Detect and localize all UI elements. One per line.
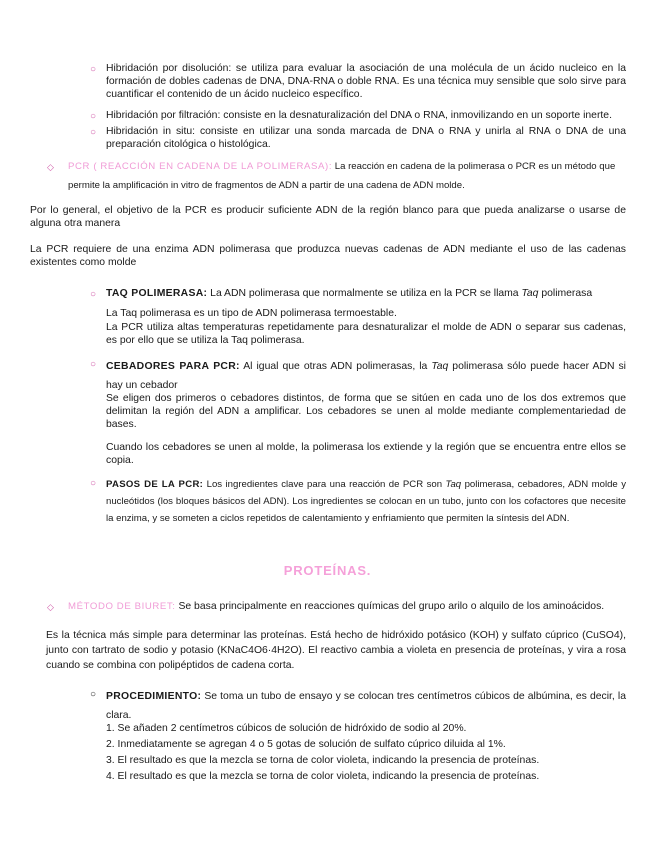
bullet-circle-icon: ○: [90, 111, 97, 122]
pasos-text-end: polimerasa, cebadores, ADN molde y nucleótidos (los bloques básicos del ADN). Los ingredientes se colocan en un tubo, junto con los cofactores que necesite la enzima, y se someten a ciclos repetidos de calentamiento y enfriamiento que permiten la síntesis del ADN.: [106, 479, 626, 524]
item-head: Hibridación por filtración:: [106, 110, 221, 121]
taq-heading: TAQ POLIMERASA:: [106, 288, 208, 299]
procedure-step: 1. Se añaden 2 centímetros cúbicos de solución de hidróxido de sodio al 20%.: [106, 723, 467, 734]
bullet-circle-icon: ○: [90, 478, 97, 489]
item-text: se utiliza para evaluar la asociación de una molécula de un ácido nucleico en la formación de dobles cadenas de DNA, DNA-RNA o doble RNA. Es una técnica muy sensible que solo sirve para cuantificar el contenido de un ácido nucleico específico.: [106, 63, 626, 100]
paragraph-tecnica: Es la técnica más simple para determinar las proteínas. Está hecho de hidróxido potásico (KOH) y sulfato cúprico (CuSO4), junto con tartrato de sodio y potasio (KNaC4O6·4H2O). El reactivo cambia a violeta en presencia de proteínas, y vira a rosa cuando se combina con polipéptidos de cadena corta.: [46, 630, 626, 671]
list-item-pcr: [68, 160, 615, 173]
taq-sub2: La PCR utiliza altas temperaturas repetidamente para desnaturalizar el molde de ADN o separar sus cadenas, es por ello que se utiliza la Taq polimerasa.: [106, 322, 626, 346]
item-head: Hibridación por disolución:: [106, 63, 232, 74]
bullet-diamond-icon: ◇: [47, 162, 54, 172]
pasos-word: Taq: [445, 479, 462, 490]
pasos-heading: PASOS DE LA PCR:: [106, 479, 204, 490]
procedimiento-text: Se toma un tubo de ensayo y se colocan tres centímetros cúbicos de albúmina, es decir, la clara.: [106, 691, 626, 721]
pcr-text-line2: permite la amplificación in vitro de fragmentos de ADN a partir de una cadena de ADN molde.: [68, 180, 465, 191]
procedure-step: 3. El resultado es que la mezcla se torna de color violeta, indicando la presencia de proteínas.: [106, 755, 540, 766]
cebadores-sub1: Se eligen dos primeros o cebadores distintos, de forma que se sitúen en cada uno de los dos extremos que delimitan la región del ADN a amplificar. Los cebadores se unen al molde mediante complementariedad de bases.: [106, 393, 626, 430]
bullet-circle-icon: ○: [90, 359, 97, 370]
list-item-biuret: [68, 600, 604, 613]
list-item-procedimiento: [106, 687, 626, 725]
bullet-circle-icon: ○: [90, 64, 97, 75]
list-item-hyb-insitu: [106, 125, 626, 151]
list-item-taq: [106, 287, 592, 300]
pasos-text: Los ingredientes clave para una reacción de PCR son: [203, 479, 446, 490]
taq-text-end: polimerasa: [538, 288, 593, 299]
pcr-text-line1: La reacción en cadena de la polimerasa o PCR es un método que: [332, 161, 616, 172]
item-text: consiste en la desnaturalización del DNA o RNA, inmovilizando en un soporte inerte.: [220, 110, 612, 121]
item-text: consiste en utilizar una sonda marcada de DNA o RNA y unirla al RNA o DNA de una preparación citológica o histológica.: [106, 126, 626, 150]
bullet-circle-icon: ○: [90, 689, 97, 700]
cebadores-text: Al igual que otras ADN polimerasas, la: [239, 361, 432, 372]
cebadores-text-end: polimerasa sólo puede hacer ADN si hay un cebador: [106, 361, 626, 391]
biuret-heading: MÉTODO DE BIURET:: [68, 601, 176, 612]
bullet-diamond-icon: ◇: [47, 602, 54, 612]
item-head: Hibridación in situ:: [106, 126, 196, 137]
list-item-pasos: [106, 476, 626, 527]
procedimiento-heading: PROCEDIMIENTO:: [106, 691, 202, 702]
bullet-circle-icon: ○: [90, 289, 97, 300]
taq-word: Taq: [521, 288, 539, 299]
list-item-hyb-filtracion: [106, 109, 612, 122]
taq-sub1: La Taq polimerasa es un tipo de ADN polimerasa termoestable.: [106, 308, 397, 319]
cebadores-heading: CEBADORES PARA PCR:: [106, 361, 240, 372]
paragraph-objetivo: Por lo general, el objetivo de la PCR es producir suficiente ADN de la región blanco para que pueda analizarse o usarse de alguna otra manera: [30, 205, 626, 229]
bullet-circle-icon: ○: [90, 127, 97, 138]
paragraph-requiere: La PCR requiere de una enzima ADN polimerasa que produzca nuevas cadenas de ADN mediante el uso de las cadenas existentes como molde: [30, 244, 626, 268]
list-item-hyb-disolucion: [106, 62, 626, 101]
list-item-cebadores: [106, 357, 626, 395]
biuret-text: Se basa principalmente en reacciones químicas del grupo arilo o alquilo de los aminoácidos.: [175, 601, 605, 612]
section-title-proteinas: PROTEÍNAS.: [283, 563, 372, 578]
cebadores-word: Taq: [431, 361, 449, 372]
procedure-step: 2. Inmediatamente se agregan 4 o 5 gotas de solución de sulfato cúprico diluida al 1%.: [106, 739, 506, 750]
procedure-step: 4. El resultado es que la mezcla se torna de color violeta, indicando la presencia de proteínas.: [106, 771, 540, 782]
cebadores-sub2: Cuando los cebadores se unen al molde, la polimerasa los extiende y la región que se encuentra entre ellos se copia.: [106, 442, 626, 466]
pcr-heading: PCR ( REACCIÓN EN CADENA DE LA POLIMERASA):: [68, 161, 333, 172]
taq-text: La ADN polimerasa que normalmente se utiliza en la PCR se llama: [207, 288, 522, 299]
